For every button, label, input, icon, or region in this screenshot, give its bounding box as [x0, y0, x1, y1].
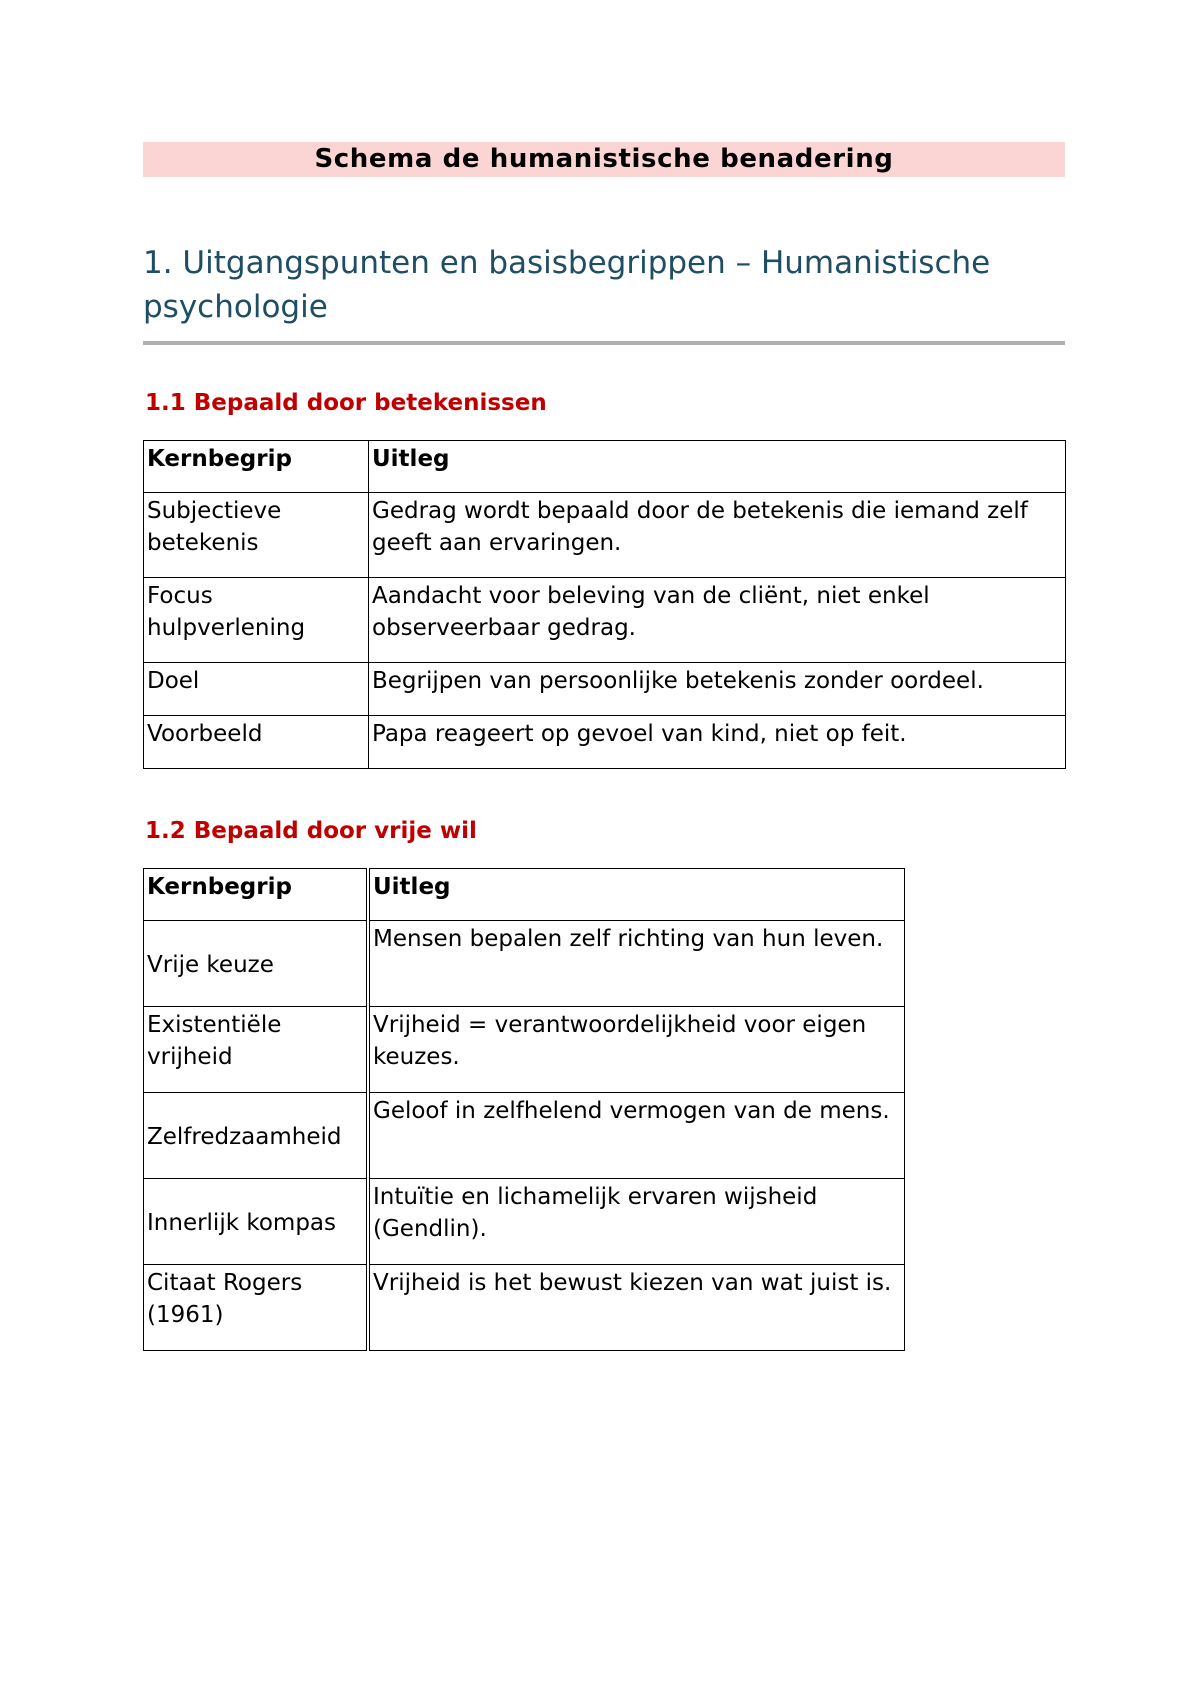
cell-uitleg: Intuïtie en lichamelijk ervaren wijsheid (Gendlin). [368, 1179, 905, 1265]
cell-kernbegrip: Citaat Rogers (1961) [144, 1265, 369, 1351]
table-row [144, 1093, 905, 1179]
cell-kernbegrip: Doel [144, 663, 369, 716]
table-row [144, 663, 1066, 716]
cell-kernbegrip: Voorbeeld [144, 716, 369, 769]
table-row [144, 1007, 905, 1093]
table-row [144, 1265, 905, 1351]
table-row [144, 716, 1066, 769]
cell-kernbegrip: Zelfredzaamheid [144, 1093, 369, 1179]
cell-uitleg: Vrijheid is het bewust kiezen van wat juist is. [368, 1265, 905, 1351]
table-row [144, 493, 1066, 578]
cell-uitleg: Geloof in zelfhelend vermogen van de mens. [368, 1093, 905, 1179]
page-title: Schema de humanistische benadering [143, 142, 1065, 177]
cell-kernbegrip: Subjectieve betekenis [144, 493, 369, 578]
column-header-uitleg: Uitleg [369, 441, 1066, 493]
cell-uitleg: Begrijpen van persoonlijke betekenis zonder oordeel. [369, 663, 1066, 716]
table-row [144, 1179, 905, 1265]
table-header-row [144, 869, 905, 921]
table-row [144, 921, 905, 1007]
cell-kernbegrip: Focus hulpverlening [144, 578, 369, 663]
column-header-kernbegrip: Kernbegrip [144, 869, 369, 921]
column-header-kernbegrip: Kernbegrip [144, 441, 369, 493]
heading-divider [143, 341, 1065, 345]
table-betekenissen [143, 440, 1066, 769]
cell-uitleg: Aandacht voor beleving van de cliënt, niet enkel observeerbaar gedrag. [369, 578, 1066, 663]
subsection-heading-1: 1.1 Bepaald door betekenissen [145, 390, 547, 416]
cell-uitleg: Mensen bepalen zelf richting van hun leven. [368, 921, 905, 1007]
cell-kernbegrip: Existentiële vrijheid [144, 1007, 369, 1093]
cell-kernbegrip: Innerlijk kompas [144, 1179, 369, 1265]
table-row [144, 578, 1066, 663]
subsection-heading-2: 1.2 Bepaald door vrije wil [145, 818, 477, 844]
cell-uitleg: Papa reageert op gevoel van kind, niet op feit. [369, 716, 1066, 769]
cell-uitleg: Vrijheid = verantwoordelijkheid voor eigen keuzes. [368, 1007, 905, 1093]
table-header-row [144, 441, 1066, 493]
table-vrije-wil [143, 868, 905, 1351]
cell-uitleg: Gedrag wordt bepaald door de betekenis die iemand zelf geeft aan ervaringen. [369, 493, 1066, 578]
cell-kernbegrip: Vrije keuze [144, 921, 369, 1007]
column-header-uitleg: Uitleg [368, 869, 905, 921]
section-heading: 1. Uitgangspunten en basisbegrippen – Humanistische psychologie [143, 245, 991, 325]
